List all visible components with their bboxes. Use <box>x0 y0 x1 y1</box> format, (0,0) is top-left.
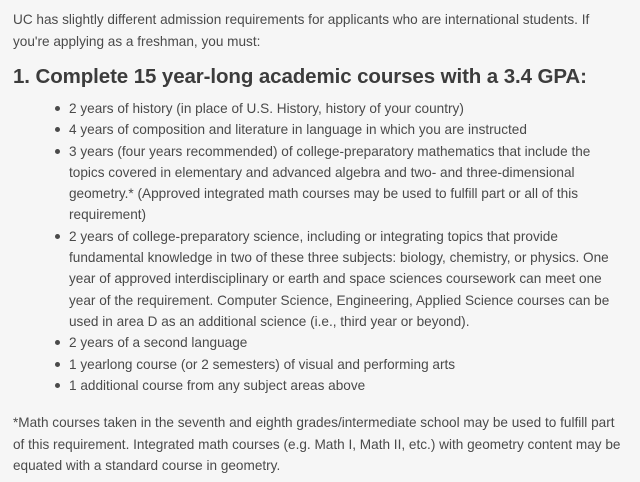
bullet-icon <box>55 383 60 388</box>
list-item-text: 2 years of a second language <box>69 335 248 351</box>
bullet-icon <box>55 234 60 239</box>
list-item-text: 4 years of composition and literature in language in which you are instructed <box>69 122 527 138</box>
list-item <box>69 332 628 353</box>
list-item-text: 1 additional course from any subject areas above <box>69 377 366 393</box>
list-item <box>69 98 628 119</box>
list-item <box>69 141 628 226</box>
list-item-text: 3 years (four years recommended) of college-preparatory mathematics that include the topics covered in elementary and advanced algebra and two- and three-dimensional geometry.* (Approved integrated math courses may be used to fulfill part or all of this requirement) <box>69 143 591 223</box>
list-item <box>69 375 628 396</box>
list-item <box>69 354 628 375</box>
section-heading: 1. Complete 15 year-long academic courses with a 3.4 GPA: <box>13 65 587 88</box>
bullet-icon <box>55 127 60 132</box>
bullet-icon <box>55 106 60 111</box>
list-item-text: 2 years of history (in place of U.S. History, history of your country) <box>69 101 464 116</box>
requirements-list <box>13 98 628 396</box>
bullet-icon <box>55 149 60 154</box>
bullet-icon <box>55 362 60 367</box>
bullet-icon <box>55 340 60 345</box>
intro-paragraph: UC has slightly different admission requirements for applicants who are international students. If you're applying as a freshman, you must: <box>13 12 590 49</box>
list-item <box>69 119 628 140</box>
footnote-paragraph: *Math courses taken in the seventh and eighth grades/intermediate school may be used to fulfill part of this requirement. Integrated math courses (e.g. Math I, Math II, etc.) with geometry content may be equated with a standard course in geometry. <box>13 415 621 474</box>
list-item-text: 2 years of college-preparatory science, including or integrating topics that provide fundamental knowledge in two of these three subjects: biology, chemistry, or physics. One year of approved interdisciplinary or earth and space sciences coursework can meet one year of the requirement. Computer Science, Engineering, Applied Science courses can be used in area D as an additional science (i.e., third year or beyond). <box>69 228 610 329</box>
list-item-text: 1 yearlong course (or 2 semesters) of visual and performing arts <box>69 356 456 372</box>
list-item <box>69 226 628 332</box>
